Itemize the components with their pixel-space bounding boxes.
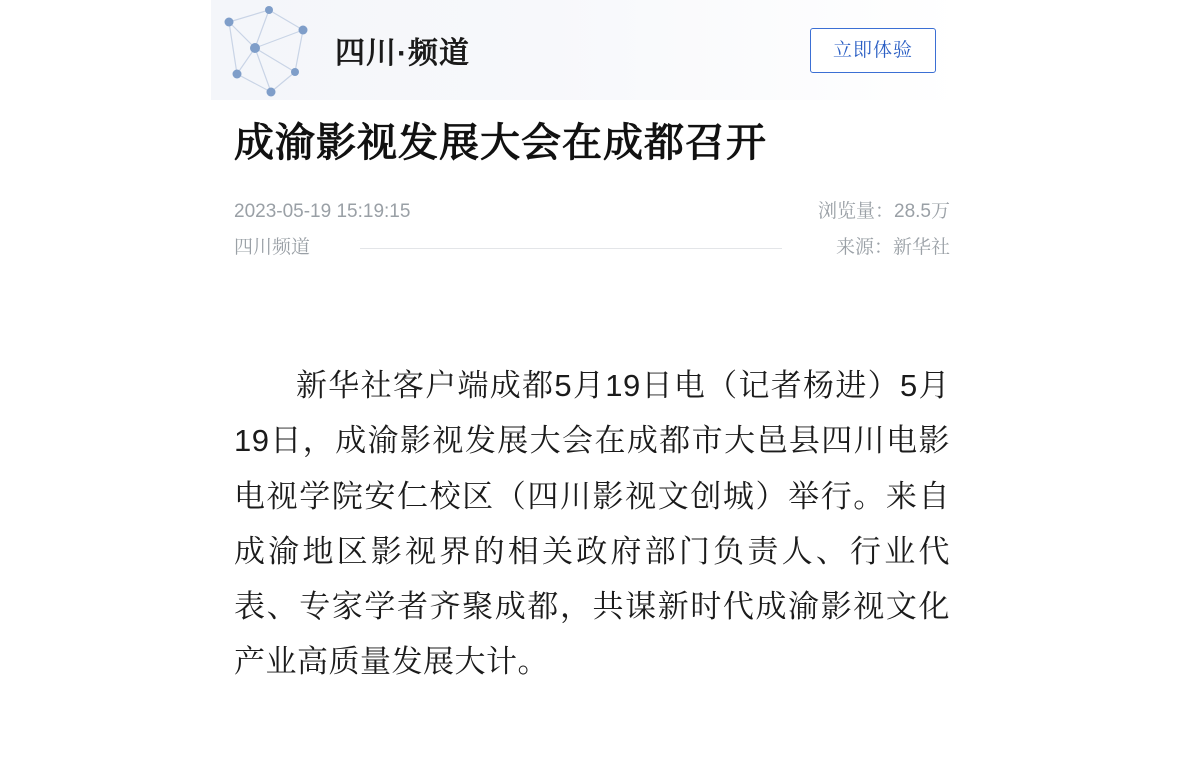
article-meta xyxy=(234,194,950,266)
source-label: 来源： xyxy=(835,237,893,259)
source xyxy=(836,230,950,266)
try-now-button[interactable]: 立即体验 xyxy=(810,28,936,73)
meta-row-time xyxy=(234,194,950,230)
meta-row-source xyxy=(234,230,950,266)
views-label: 浏览量： xyxy=(818,201,895,222)
page-title: 成渝影视发展大会在成都召开 xyxy=(234,121,767,165)
views-count xyxy=(818,194,950,230)
network-nodes-logo-icon xyxy=(211,0,329,100)
article-body: 新华社客户端成都5月19日电（记者杨进）5月19日，成渝影视发展大会在成都市大邑县四川电影电视学院安仁校区（四川影视文创城）举行。来自成渝地区影视界的相关政府部门负责人、行业代表、专家学者齐聚成都，共谋新时代成渝影视文化产业高质量发展大计。 xyxy=(234,368,950,680)
brand-area[interactable] xyxy=(211,0,810,100)
source-value: 新华社 xyxy=(892,237,950,259)
site-header xyxy=(211,0,962,100)
views-value: 28.5万 xyxy=(894,201,950,222)
channel-name: 四川频道 xyxy=(234,237,311,259)
meta-divider xyxy=(360,248,782,249)
publish-time: 2023-05-19 15:19:15 xyxy=(234,201,411,222)
brand-title: 四川·频道 xyxy=(335,37,470,70)
article xyxy=(234,118,950,720)
